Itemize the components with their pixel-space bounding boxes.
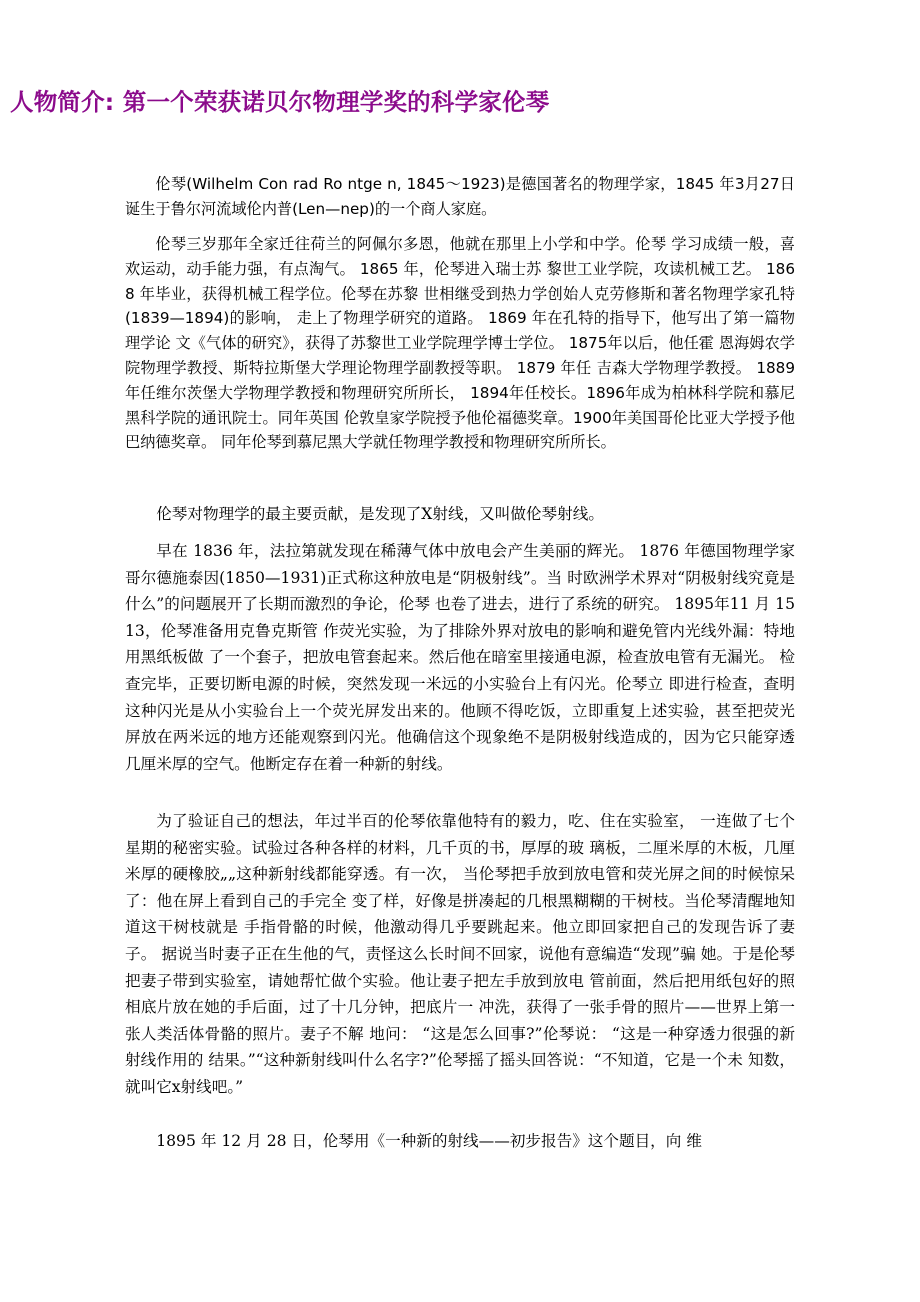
page-title: 人物简介: 第一个荣获诺贝尔物理学奖的科学家伦琴 [10, 88, 550, 116]
paragraph-experiments-and-handbone-photo: 为了验证自己的想法，年过半百的伦琴依靠他特有的毅力，吃、住在实验室， 一连做了七个星期的秘密实验。试验过各种各样的材料，几千页的书，厚厚的玻 璃板，二厘米厚的木板，几厘米厚的硬橡胶„„这种新射线都能穿透。有一次， 当伦琴把手放到放电管和荧光屏之间的时候惊呆了：他在屏上看到自己的手完全 变了样，好像是拼凑起的几根黑糊糊的干树枝。当伦琴清醒地知道这干树枝就是 手指骨骼的时候，他激动得几乎要跳起来。他立即回家把自己的发现告诉了妻子。 据说当时妻子正在生他的气，责怪这么长时间不回家，说他有意编造“发现”骗 她。于是伦琴把妻子带到实验室，请她帮忙做个实验。他让妻子把左手放到放电 管前面，然后把用纸包好的照相底片放在她的手后面，过了十几分钟，把底片一 冲洗，获得了一张手骨的照片——世界上第一张人类活体骨骼的照片。妻子不解 地问： “这是怎么回事?”伦琴说： “这是一种穿透力很强的新射线作用的 结果。”“这种新射线叫什么名字?”伦琴摇了摇头回答说：“不知道，它是一个未 知数，就叫它x射线吧。” [125, 812, 795, 1096]
paragraph-education-career: 伦琴三岁那年全家迁往荷兰的阿佩尔多恩，他就在那里上小学和中学。伦琴 学习成绩一般，喜欢运动，动手能力强，有点淘气。 1865 年，伦琴进入瑞士苏 黎世工业学院，攻读机械工艺。 1868 年毕业，获得机械工程学位。伦琴在苏黎 世相继受到热力学创始人克劳修斯和著名物理学家孔特 (1839—1894)的影响， 走上了物理学研究的道路。 1869 年在孔特的指导下，他写出了第一篇物理学论 文《气体的研究》，获得了苏黎世工业学院理学博士学位。 1875年以后，他任霍 恩海姆农学院物理学教授、斯特拉斯堡大学理论物理学副教授等职。 1879 年任 吉森大学物理学教授。 1889 年任维尔茨堡大学物理学教授和物理研究所所长， 1894年任校长。1896年成为柏林科学院和慕尼黑科学院的通讯院士。同年英国 伦敦皇家学院授予他伦福德奖章。1900年美国哥伦比亚大学授予他巴纳德奖章。 同年伦琴到慕尼黑大学就任物理学教授和物理研究所所长。 [125, 235, 795, 452]
paragraph-first-report: 1895 年 12 月 28 日，伦琴用《一种新的射线——初步报告》这个题目，向 维 [156, 1132, 702, 1150]
paragraph-cathode-ray-discovery: 早在 1836 年，法拉第就发现在稀薄气体中放电会产生美丽的辉光。 1876 年德国物理学家哥尔德施泰因(1850—1931)正式称这种放电是“阴极射线”。当 时欧洲学术界对“阴极射线究竟是什么”的问题展开了长期而激烈的争论，伦琴 也卷了进去，进行了系统的研究。 1895年11 月 15 13，伦琴准备用克鲁克斯管 作荧光实验，为了排除外界对放电的影响和避免管内光线外漏：特地用黑纸板做 了一个套子，把放电管套起来。然后他在暗室里接通电源，检查放电管有无漏光。 检查完毕，正要切断电源的时候，突然发现一米远的小实验台上有闪光。伦琴立 即进行检查，查明这种闪光是从小实验台上一个荧光屏发出来的。他顾不得吃饭，立即重复上述实验，甚至把荧光屏放在两米远的地方还能观察到闪光。他确信这个现象绝不是阴极射线造成的，因为它只能穿透几厘米厚的空气。他断定存在着一种新的射线。 [125, 542, 795, 773]
paragraph-birth-info: 伦琴(Wilhelm Con rad Ro ntge n, 1845～1923)是德国著名的物理学家，1845 年3月27日诞生于鲁尔河流域伦内普(Len—nep)的一个商人家庭。 [125, 175, 795, 218]
paragraph-main-contribution: 伦琴对物理学的最主要贡献，是发现了X射线，又叫做伦琴射线。 [156, 505, 604, 523]
